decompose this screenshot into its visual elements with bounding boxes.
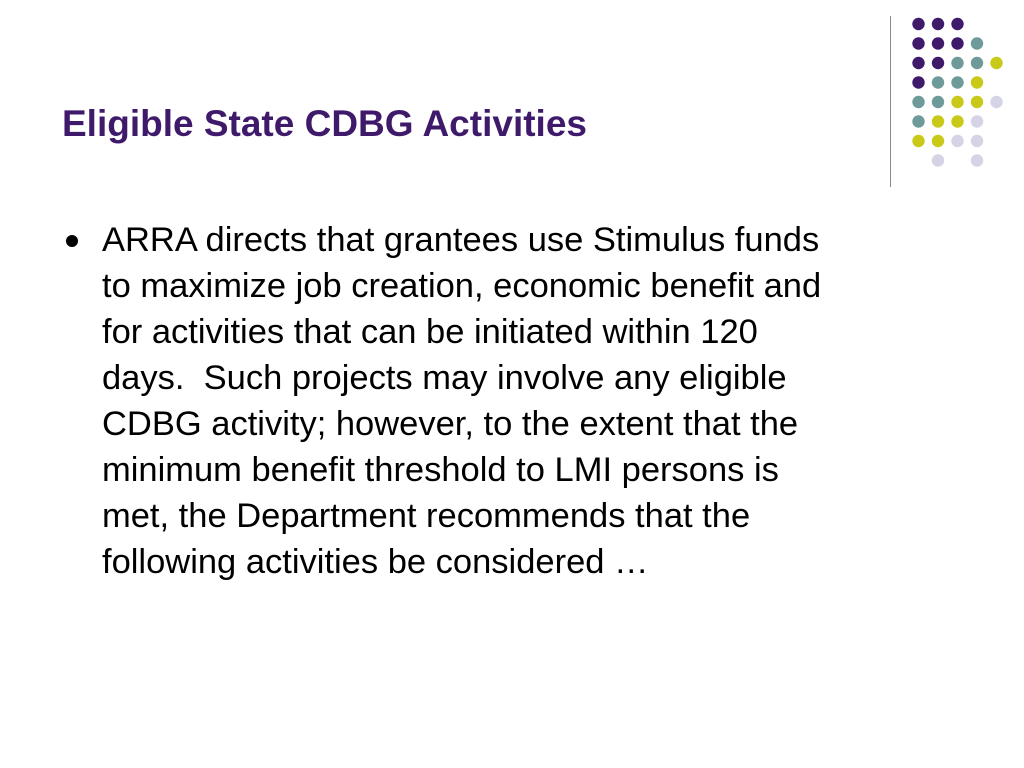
yellow-dot-icon [951,115,963,127]
teal-dot-icon [932,76,944,88]
purple-dot-icon [912,57,924,69]
yellow-dot-icon [971,96,983,108]
yellow-dot-icon [951,96,963,108]
vertical-divider [890,16,891,187]
bullet-text-line: ARRA directs that grantees use Stimulus funds [102,221,820,259]
slide-title: Eligible State CDBG Activities [62,103,587,144]
teal-dot-icon [951,76,963,88]
teal-dot-icon [912,115,924,127]
bullet-text-line: days. Such projects may involve any eligible [102,359,787,397]
lavender-dot-icon [971,115,983,127]
purple-dot-icon [912,76,924,88]
purple-dot-icon [932,37,944,49]
teal-dot-icon [932,96,944,108]
yellow-dot-icon [912,135,924,147]
yellow-dot-icon [932,135,944,147]
bullet-text-line: minimum benefit threshold to LMI persons is [102,451,779,489]
bullet-dot-icon [66,235,78,247]
teal-dot-icon [912,96,924,108]
purple-dot-icon [912,37,924,49]
bullet-text-line: to maximize job creation, economic benefit and [102,267,822,305]
bullet-text-line: met, the Department recommends that the [102,497,751,535]
lavender-dot-icon [951,135,963,147]
purple-dot-icon [932,18,944,30]
purple-dot-icon [932,57,944,69]
bullet-text-line: following activities be considered … [102,543,649,581]
yellow-dot-icon [990,57,1002,69]
yellow-dot-icon [932,115,944,127]
bullet-text-line: for activities that can be initiated within 120 [102,313,758,351]
lavender-dot-icon [971,154,983,166]
bullet-text-line: CDBG activity; however, to the extent that the [102,405,799,443]
lavender-dot-icon [990,96,1002,108]
purple-dot-icon [951,18,963,30]
purple-dot-icon [951,37,963,49]
bullet-item [62,217,1002,585]
lavender-dot-icon [971,135,983,147]
teal-dot-icon [951,57,963,69]
teal-dot-icon [971,57,983,69]
yellow-dot-icon [971,76,983,88]
teal-dot-icon [971,37,983,49]
bullet-list [62,217,1002,585]
purple-dot-icon [912,18,924,30]
lavender-dot-icon [932,154,944,166]
